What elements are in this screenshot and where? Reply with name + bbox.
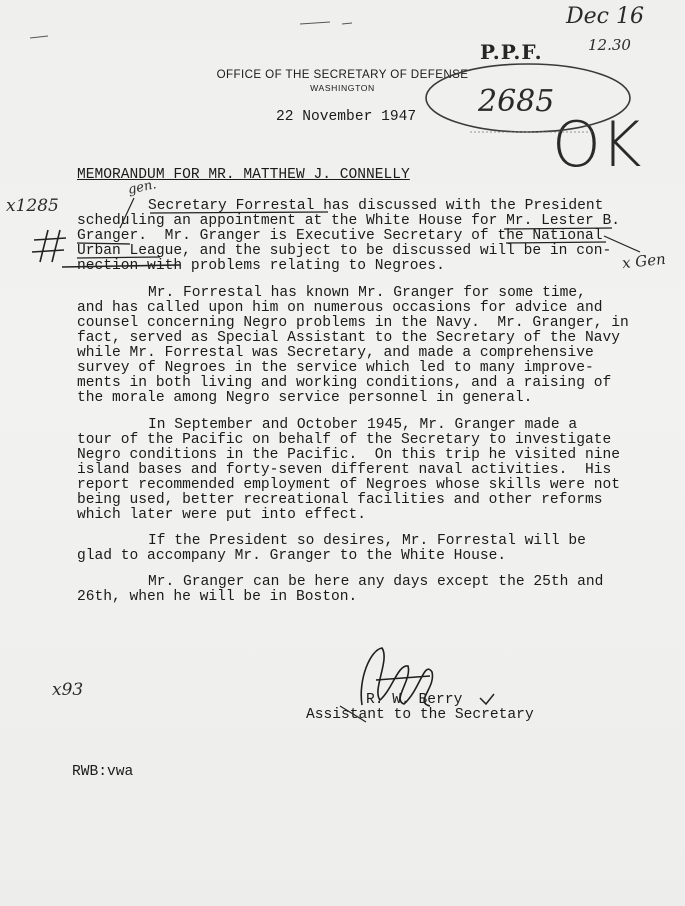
- hash-mark: [32, 230, 66, 262]
- memo-line: island bases and forty-seven different naval activities. His: [77, 462, 612, 478]
- underline-granger: [77, 228, 612, 244]
- underline-forrestal: [150, 212, 328, 213]
- letterhead-office: OFFICE OF THE SECRETARY OF DEFENSE: [216, 68, 469, 81]
- memo-line: Mr. Granger can be here any days except the 25th and: [148, 574, 604, 590]
- memo-line: Urban League, and the subject to be discussed will be in con-: [77, 243, 612, 259]
- memo-line: the morale among Negro service personnel in general.: [77, 390, 533, 406]
- memo-line: being used, better recreational facilities and other reforms: [77, 492, 603, 508]
- signer-name: R. W. Berry: [366, 692, 463, 708]
- handwritten-gen: gen.: [126, 177, 158, 198]
- top-scribble: [30, 22, 352, 38]
- memo-line: while Mr. Forrestal was Secretary, and made a comprehensive: [77, 345, 594, 361]
- memo-line: Mr. Forrestal has known Mr. Granger for some time,: [148, 285, 586, 301]
- memo-line: and has called upon him on numerous occasions for advice and: [77, 300, 603, 316]
- memo-line: In September and October 1945, Mr. Granger made a: [148, 417, 578, 433]
- handwritten-x93: x93: [52, 680, 84, 700]
- underline-league: [77, 242, 606, 258]
- memo-line: tour of the Pacific on behalf of the Secretary to investigate: [77, 432, 612, 448]
- memo-line: nection with problems relating to Negroes.: [77, 258, 445, 274]
- memo-line: scheduling an appointment at the White House for Mr. Lester B.: [77, 213, 620, 229]
- handwritten-gen-margin: x Gen: [621, 249, 667, 273]
- memo-line: glad to accompany Mr. Granger to the White House.: [77, 548, 507, 564]
- signature-tick: [480, 694, 494, 704]
- letterhead-city: WASHINGTON: [310, 83, 375, 93]
- handwritten-date: Dec 16: [566, 4, 644, 29]
- memo-heading: MEMORANDUM FOR MR. MATTHEW J. CONNELLY: [77, 167, 410, 183]
- memo-line: Granger. Mr. Granger is Executive Secretary of the National: [77, 228, 603, 244]
- memo-line: survey of Negroes in the service which led to many improve-: [77, 360, 594, 376]
- signature-scrawl: [361, 648, 432, 706]
- memo-line: Negro conditions in the Pacific. On this trip he visited nine: [77, 447, 620, 463]
- file-number: 2685: [478, 84, 555, 119]
- ppf-stamp: P.P.F.: [480, 40, 543, 64]
- memo-line: 26th, when he will be in Boston.: [77, 589, 358, 605]
- stamp-oval: [426, 64, 630, 132]
- memo-line: Secretary Forrestal has discussed with the President: [148, 198, 604, 214]
- strikeout-nection: [62, 265, 180, 267]
- handwritten-time: 12.30: [588, 36, 631, 54]
- ok-mark: OK: [552, 108, 642, 181]
- strikeout-to: [340, 706, 366, 722]
- memo-line: If the President so desires, Mr. Forrestal will be: [148, 533, 586, 549]
- memo-line: fact, served as Special Assistant to the Secretary of the Navy: [77, 330, 620, 346]
- signer-title: Assistant to the Secretary: [306, 707, 534, 723]
- memo-date: 22 November 1947: [276, 109, 417, 125]
- reference-initials: RWB:vwa: [72, 764, 134, 780]
- bracket-mark: [604, 236, 640, 252]
- pen-stroke-gen: [120, 198, 134, 228]
- memo-line: ments in both living and working conditions, and a raising of: [77, 375, 612, 391]
- memo-line: which later were put into effect.: [77, 507, 367, 523]
- memo-line: counsel concerning Negro problems in the Navy. Mr. Granger, in: [77, 315, 629, 331]
- handwritten-x1285: x1285: [6, 196, 59, 216]
- memo-line: report recommended employment of Negroes whose skills were not: [77, 477, 620, 493]
